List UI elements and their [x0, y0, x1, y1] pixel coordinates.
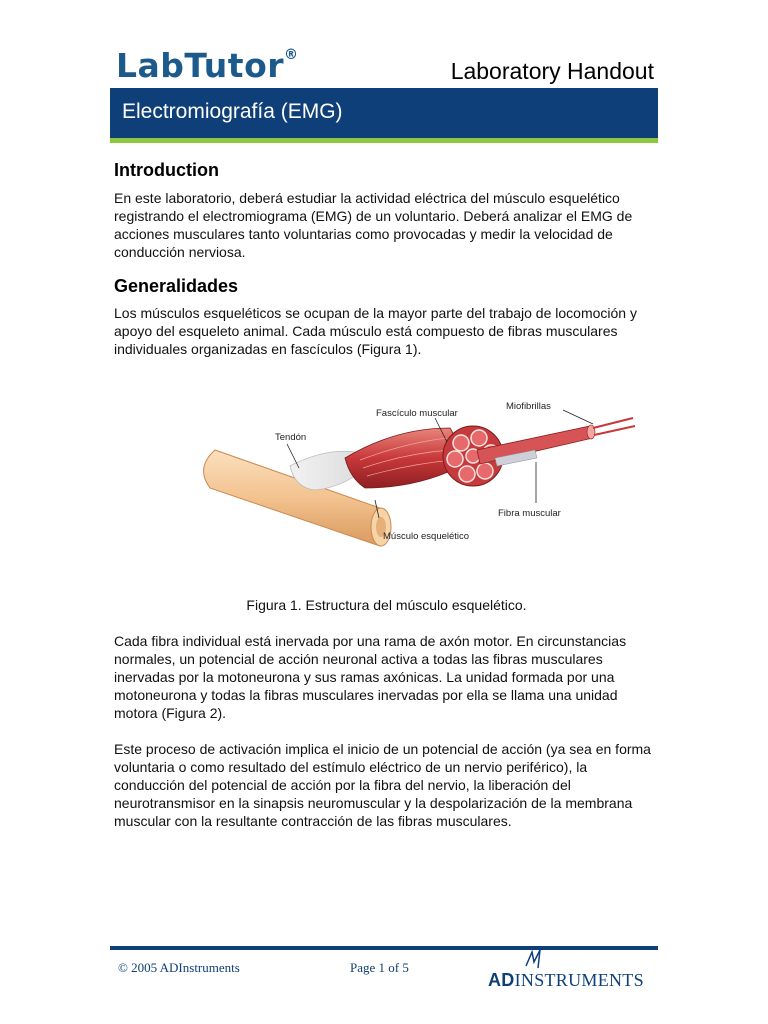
general-paragraph: Los músculos esqueléticos se ocupan de la mayor parte del trabajo de locomoción y apoyo del esqueleto animal. Cada músculo está compuesto de fibras musculares individuales organizadas en fascículos (Figura 1). [114, 305, 637, 357]
handout-label: Laboratory Handout [450, 58, 654, 84]
general-heading: Generalidades [114, 276, 239, 296]
footer-copyright: © 2005 ADInstruments [118, 960, 240, 975]
label-musculo: Músculo esquelético [383, 531, 470, 542]
page-number: Page 1 of 5 [350, 960, 409, 975]
myofibrils [593, 418, 635, 435]
intro-heading: Introduction [114, 160, 219, 180]
paragraph-innervation: Cada fibra individual está inervada por una rama de axón motor. En circunstancias normales, un potencial de acción neuronal activa a todas las fibras musculares inervadas por la motoneurona y sus ramas axónicas. La unidad formada por una motoneurona y todas la fibras musculares inervadas por ella se llama una unidad motora (Figura 2). [114, 633, 627, 721]
labtutor-logo [116, 46, 299, 85]
brand-ad: AD [488, 970, 515, 990]
label-miofibrillas: Miofibrillas [506, 401, 551, 412]
title-bar [110, 88, 658, 138]
label-fibra: Fibra muscular [498, 508, 561, 519]
label-tendon: Tendón [275, 432, 307, 443]
title-underline [110, 138, 658, 143]
label-fasciculo: Fascículo muscular [376, 408, 458, 419]
muscle-structure-figure [195, 388, 645, 563]
logo-text: LabTutor [116, 46, 285, 85]
paragraph-activation: Este proceso de activación implica el inicio de un potencial de acción (ya sea en forma voluntaria o como resultado del estímulo eléctrico de un nervio periférico), la conducción del potencial de acción por la fibra del nervio, la liberación del neurotransmisor en la sinapsis neuromuscular y la despolarización de la membrana muscular con la resultante contracción de las fibras musculares. [114, 741, 651, 829]
figure-caption: Figura 1. Estructura del músculo esquelético. [246, 597, 527, 613]
brand-instruments: INSTRUMENTS [514, 970, 644, 990]
logo-registered: ® [284, 47, 299, 63]
intro-paragraph: En este laboratorio, deberá estudiar la actividad eléctrica del músculo esquelético registrando el electromiograma (EMG) de un voluntario. Deberá analizar el EMG de acciones musculares tanto voluntarias como provocadas y medir la velocidad de conducción nerviosa. [114, 190, 633, 260]
page-title: Electromiografía (EMG) [122, 100, 343, 123]
muscle-belly-shape [345, 428, 458, 488]
adinstruments-brand [488, 970, 644, 991]
